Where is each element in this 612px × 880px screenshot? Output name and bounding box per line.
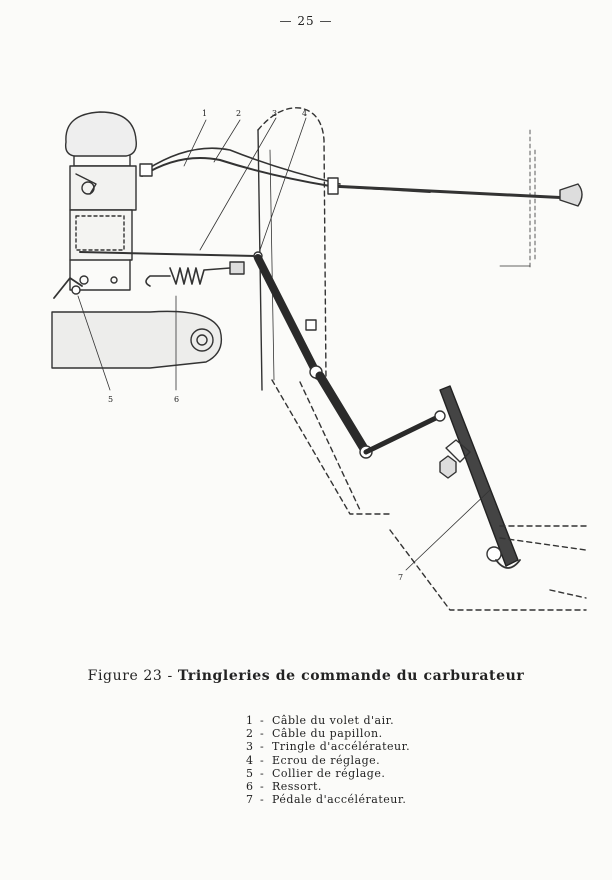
figure-caption [0,668,612,684]
list-item: 7 - Pédale d'accélérateur. [246,793,407,807]
caption-separator: - [162,668,178,684]
list-item: 2 - Câble du papillon. [246,727,383,741]
intake-manifold [52,311,221,368]
firewall-outline [258,108,326,380]
list-item: 1 - Câble du volet d'air. [246,714,395,727]
list-item: 5 - Collier de réglage. [246,766,386,780]
page-number: — 25 — [279,14,333,28]
legend-list [246,714,410,806]
callout-6: 6 [174,395,180,404]
callout-3: 3 [272,109,278,118]
list-item: 3 - Tringle d'accélérateur. [246,740,411,754]
list-item: 6 - Ressort. [246,780,322,794]
callout-2: 2 [236,109,242,118]
callout-5: 5 [108,395,114,404]
choke-knob [560,184,582,206]
air-filter [66,112,137,156]
callout-4: 4 [302,109,308,118]
list-item: 4 - Ecrou de réglage. [246,753,381,767]
carburetor-linkage-drawing [30,90,590,630]
figure-label: Figure 23 [87,668,163,684]
figure-title: Tringleries de commande du carburateur [177,668,525,684]
return-spring [146,268,230,286]
callout-1: 1 [202,109,208,118]
carburetor-body [70,166,136,210]
callout-7: 7 [398,573,404,582]
pedal-linkage-upper [258,258,318,376]
